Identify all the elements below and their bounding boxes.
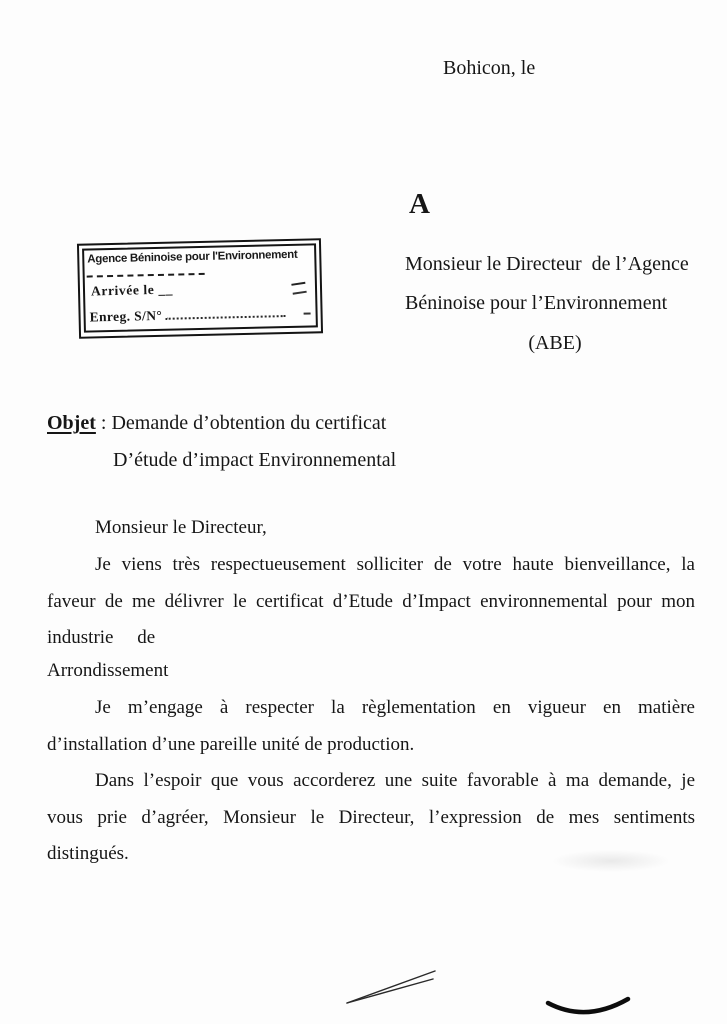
body-line: Je m’engage à respecter la règlementation en vigueur en matière (95, 697, 695, 718)
body-line: Je viens très respectueusement solliciter de votre haute bienveillance, la (95, 554, 695, 575)
body-line: d’installation d’une pareille unité de production. (47, 734, 415, 755)
stamp-handwritten-mark (291, 282, 306, 295)
subject-line-2: D’étude d’impact Environnemental (113, 449, 397, 471)
subject-line (47, 412, 386, 435)
recipient-line-1: Monsieur le Directeur de l’Agence (405, 253, 689, 275)
subject-label: Objet (47, 412, 96, 434)
stamp-registration-label: Enreg. S/N° (89, 307, 163, 325)
stamp-arrival-label: Arrivée le (90, 282, 155, 299)
body-line: Arrondissement (47, 660, 169, 681)
stamp-inner-frame (82, 243, 318, 332)
recipient-line-3: (ABE) (528, 332, 582, 354)
stamp-end-dash (304, 312, 311, 314)
stamp-arrival-blank: __ (158, 281, 174, 297)
stamp-dashed-rule (87, 273, 205, 278)
arrival-stamp (77, 238, 323, 339)
body-line: Monsieur le Directeur, (95, 517, 267, 538)
pen-stroke-line-2 (347, 979, 433, 1003)
body-line: faveur de me délivrer le certificat d’Etude d’Impact environnemental pour mon (47, 591, 695, 612)
date-line: Bohicon, le (443, 57, 536, 79)
stamp-dotted-rule (165, 305, 285, 320)
pen-stroke-arc (548, 999, 628, 1012)
subject-text: : Demande d’obtention du certificat (95, 412, 387, 434)
body-line: Dans l’espoir que vous accorderez une suite favorable à ma demande, je (95, 770, 695, 791)
stamp-registration-field (89, 305, 285, 325)
body-line: vous prie d’agréer, Monsieur le Directeur, l’expression de mes sentiments (47, 807, 695, 828)
scan-smudge (552, 850, 670, 872)
body-line: industrie de (47, 627, 156, 648)
stamp-arrival-field (91, 282, 173, 300)
recipient-line-2: Béninoise pour l’Environnement (405, 292, 668, 314)
stamp-agency-name: Agence Béninoise pour l'Environnement (87, 248, 298, 266)
body-line: distingués. (47, 843, 129, 864)
recipient-prefix: A (409, 188, 430, 220)
pen-stroke-line-1 (347, 971, 435, 1003)
